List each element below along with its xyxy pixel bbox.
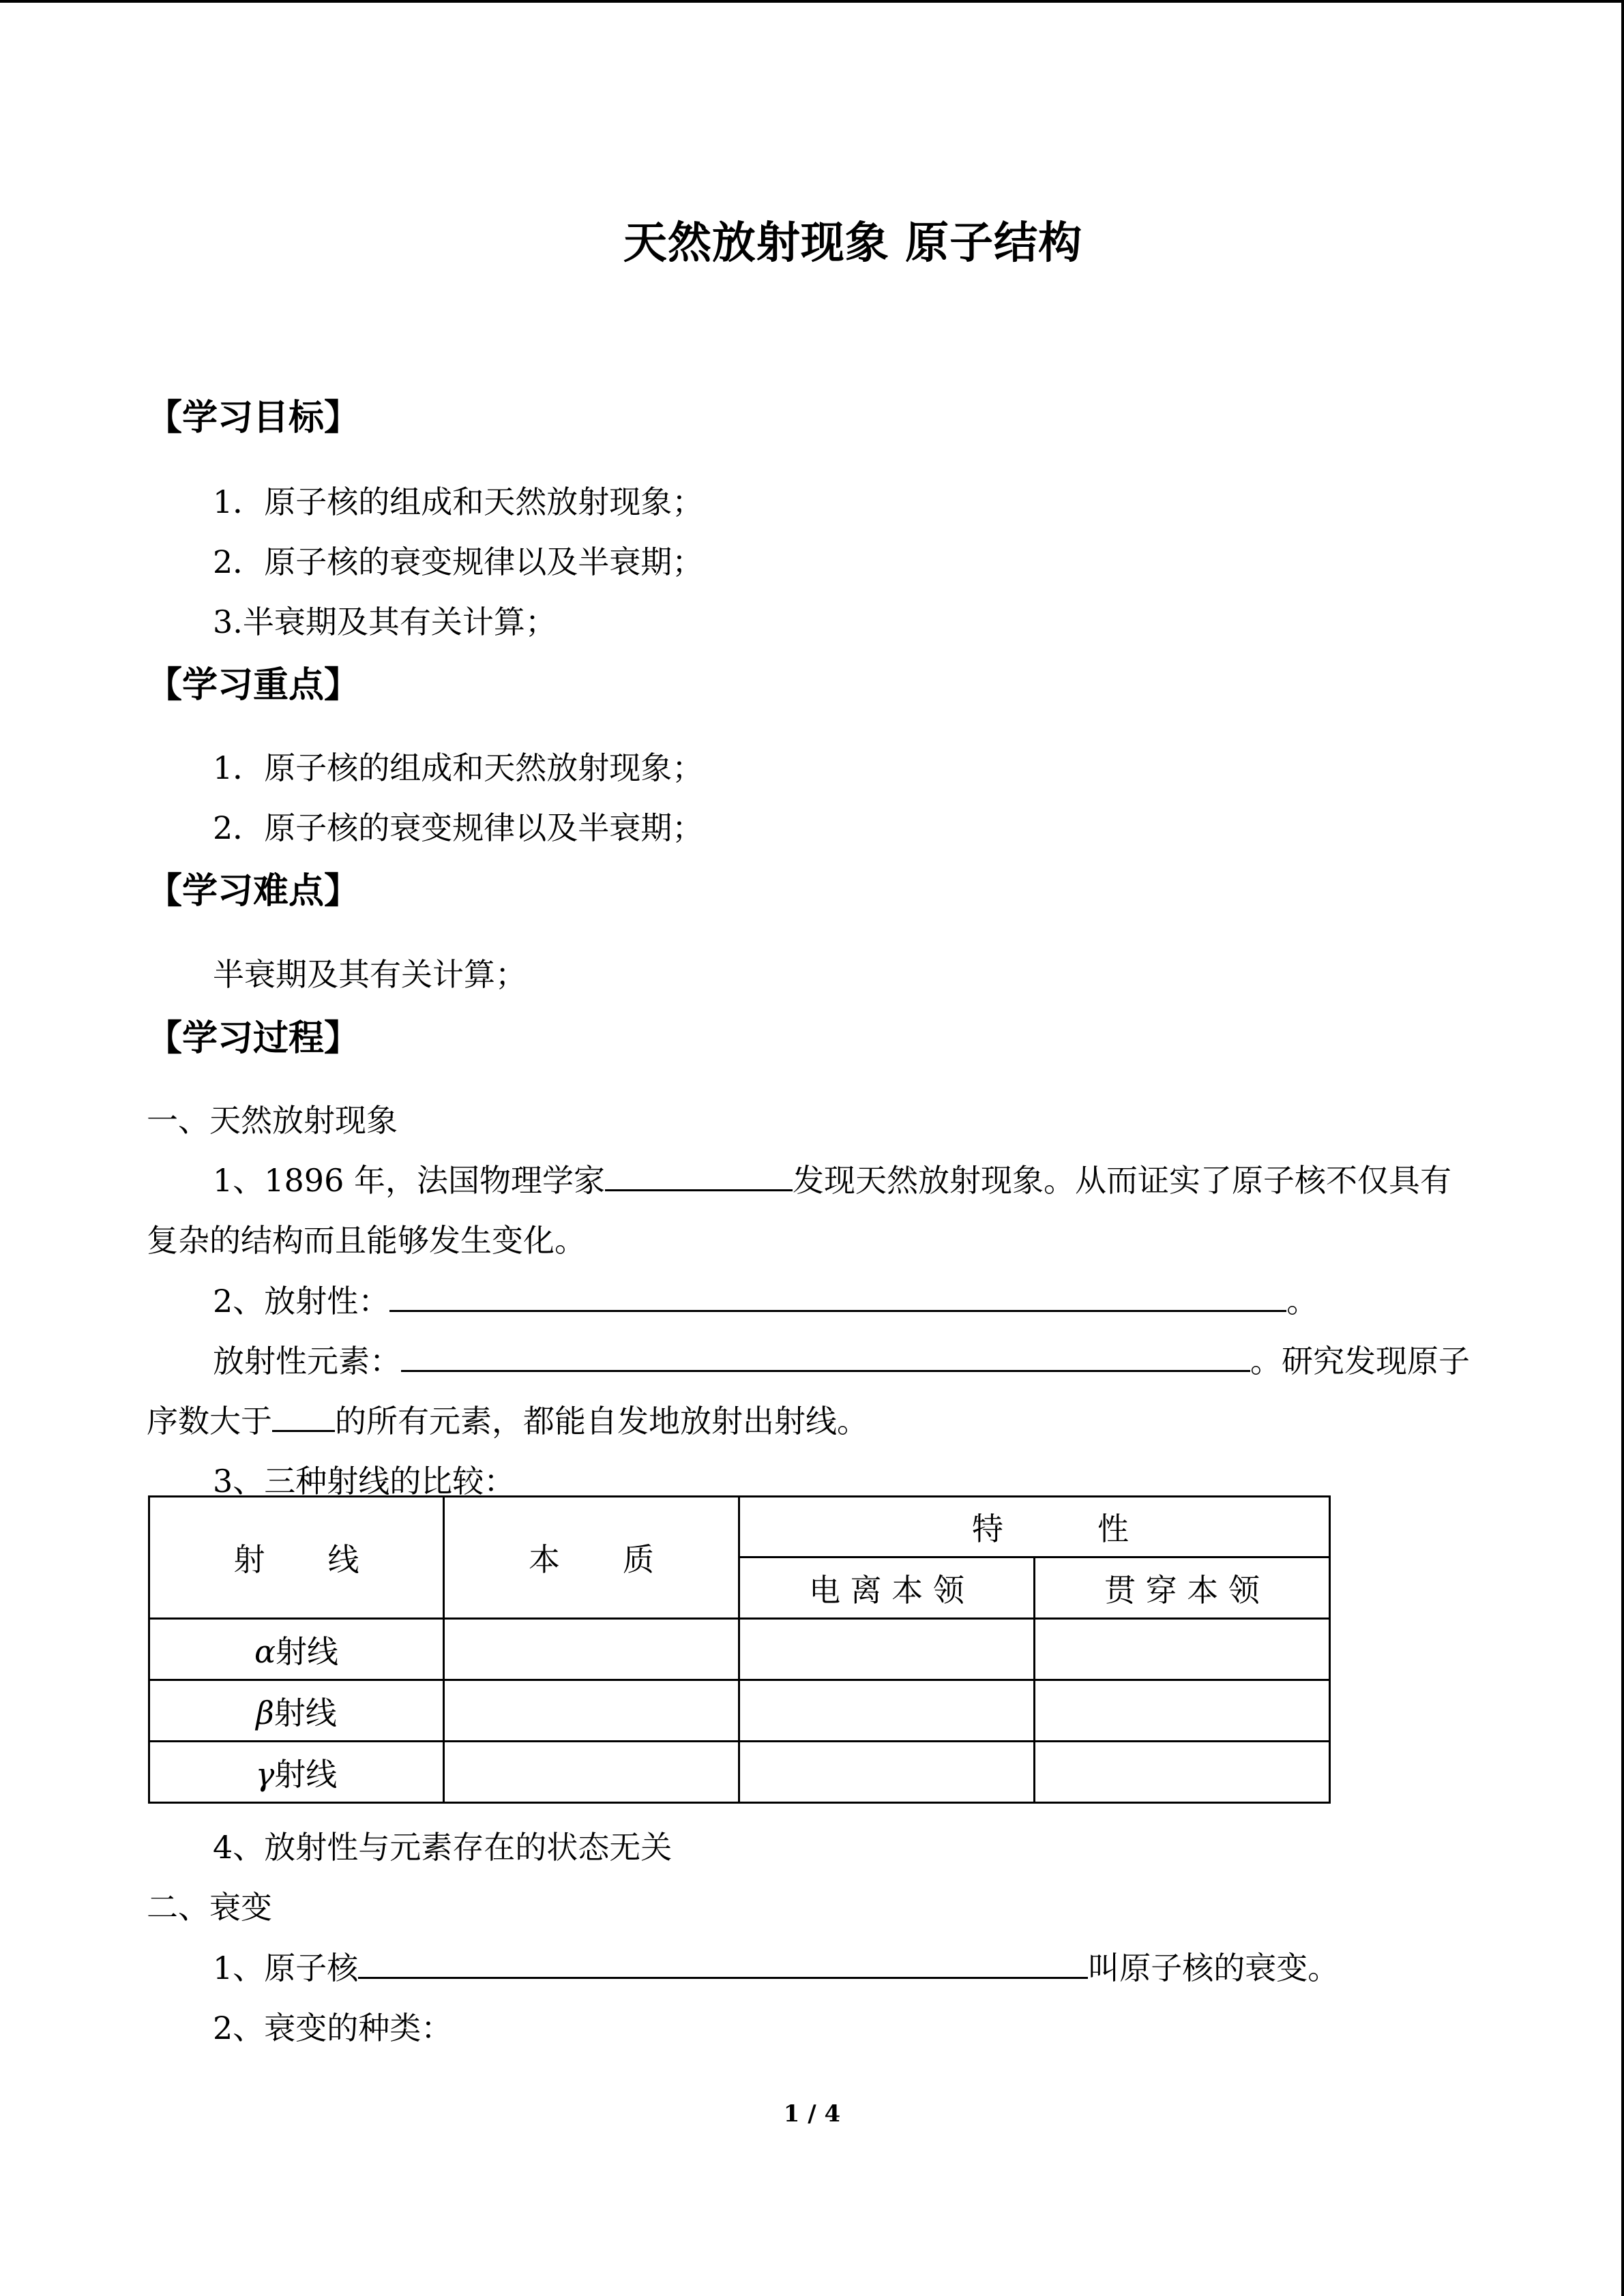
part1-q2b-cont-prefix: 序数大于 (147, 1403, 272, 1440)
part1-q2b-prefix: 放射性元素： (213, 1343, 401, 1380)
ionization-cell[interactable] (739, 1619, 1035, 1680)
discoverer-blank[interactable] (605, 1161, 793, 1191)
part1-q4: 4、放射性与元素存在的状态无关 (213, 1829, 673, 1866)
decay-definition-blank[interactable] (358, 1948, 1088, 1979)
ray-label: 射线 (276, 1632, 339, 1670)
table-row (149, 1619, 1330, 1680)
table-row (149, 1742, 1330, 1803)
part1-q2-suffix: 。 (1286, 1283, 1318, 1320)
col-header-penetration: 贯 穿 本 领 (1035, 1557, 1330, 1619)
page-top-border (0, 0, 1624, 3)
part2-q1-suffix: 叫原子核的衰变。 (1088, 1950, 1340, 1986)
ray-label: 射线 (274, 1694, 337, 1731)
part1-q3: 3、三种射线的比较： (213, 1463, 516, 1500)
part1-q1 (213, 1156, 1451, 1201)
col-header-ray: 射 线 (149, 1497, 444, 1619)
part1-q1-cont: 复杂的结构而且能够发生变化。 (147, 1222, 586, 1259)
alpha-symbol: α (254, 1632, 276, 1670)
beta-symbol: β (256, 1694, 274, 1731)
goals-item: 1．原子核的组成和天然放射现象； (213, 483, 704, 520)
penetration-cell[interactable] (1035, 1680, 1330, 1742)
ray-label-cell (149, 1619, 444, 1680)
part2-q2: 2、衰变的种类： (213, 2010, 453, 2046)
part1-q2b (213, 1337, 1470, 1382)
process-heading: 【学习过程】 (147, 1018, 360, 1059)
part1-q2b-cont-suffix: 的所有元素，都能自发地放射出射线。 (335, 1403, 868, 1440)
penetration-cell[interactable] (1035, 1619, 1330, 1680)
part1-q2 (213, 1277, 1318, 1322)
table-row (149, 1680, 1330, 1742)
radioactive-element-blank[interactable] (401, 1341, 1250, 1372)
part1-heading: 一、天然放射现象 (147, 1102, 398, 1139)
difficulties-heading: 【学习难点】 (147, 871, 360, 912)
ray-label: 射线 (274, 1755, 338, 1793)
col-header-property: 特 性 (739, 1497, 1330, 1557)
col-header-nature: 本 质 (444, 1497, 739, 1619)
difficulties-item: 半衰期及其有关计算； (213, 956, 527, 993)
goals-item: 3.半衰期及其有关计算； (213, 603, 557, 640)
ray-label-cell (149, 1742, 444, 1803)
key-points-item: 1．原子核的组成和天然放射现象； (213, 749, 704, 786)
page-title: 天然放射现象 原子结构 (623, 218, 1083, 269)
part1-q1-prefix: 1、1896 年，法国物理学家 (213, 1162, 605, 1199)
page-right-border (1621, 0, 1624, 2296)
radioactivity-blank[interactable] (389, 1281, 1286, 1312)
part1-q1-suffix: 发现天然放射现象。从而证实了原子核不仅具有 (792, 1162, 1451, 1199)
goals-item: 2．原子核的衰变规律以及半衰期； (213, 543, 704, 580)
part1-q2b-cont (147, 1397, 868, 1442)
part1-q2-prefix: 2、放射性： (213, 1283, 390, 1320)
penetration-cell[interactable] (1035, 1742, 1330, 1803)
part1-q2b-suffix: 。研究发现原子 (1250, 1343, 1470, 1380)
gamma-symbol: γ (255, 1755, 275, 1793)
part2-heading: 二、衰变 (147, 1889, 272, 1926)
nature-cell[interactable] (444, 1619, 739, 1680)
rays-comparison-table (148, 1495, 1331, 1804)
ionization-cell[interactable] (739, 1742, 1035, 1803)
part2-q1-prefix: 1、原子核 (213, 1950, 359, 1986)
ionization-cell[interactable] (739, 1680, 1035, 1742)
atomic-number-blank[interactable] (272, 1401, 335, 1432)
part2-q1 (213, 1943, 1339, 1988)
nature-cell[interactable] (444, 1742, 739, 1803)
col-header-ionization: 电 离 本 领 (739, 1557, 1035, 1619)
nature-cell[interactable] (444, 1680, 739, 1742)
key-points-heading: 【学习重点】 (147, 665, 360, 706)
key-points-item: 2．原子核的衰变规律以及半衰期； (213, 809, 704, 846)
page-number: 1 / 4 (783, 2100, 841, 2128)
ray-label-cell (149, 1680, 444, 1742)
goals-heading: 【学习目标】 (147, 398, 360, 438)
